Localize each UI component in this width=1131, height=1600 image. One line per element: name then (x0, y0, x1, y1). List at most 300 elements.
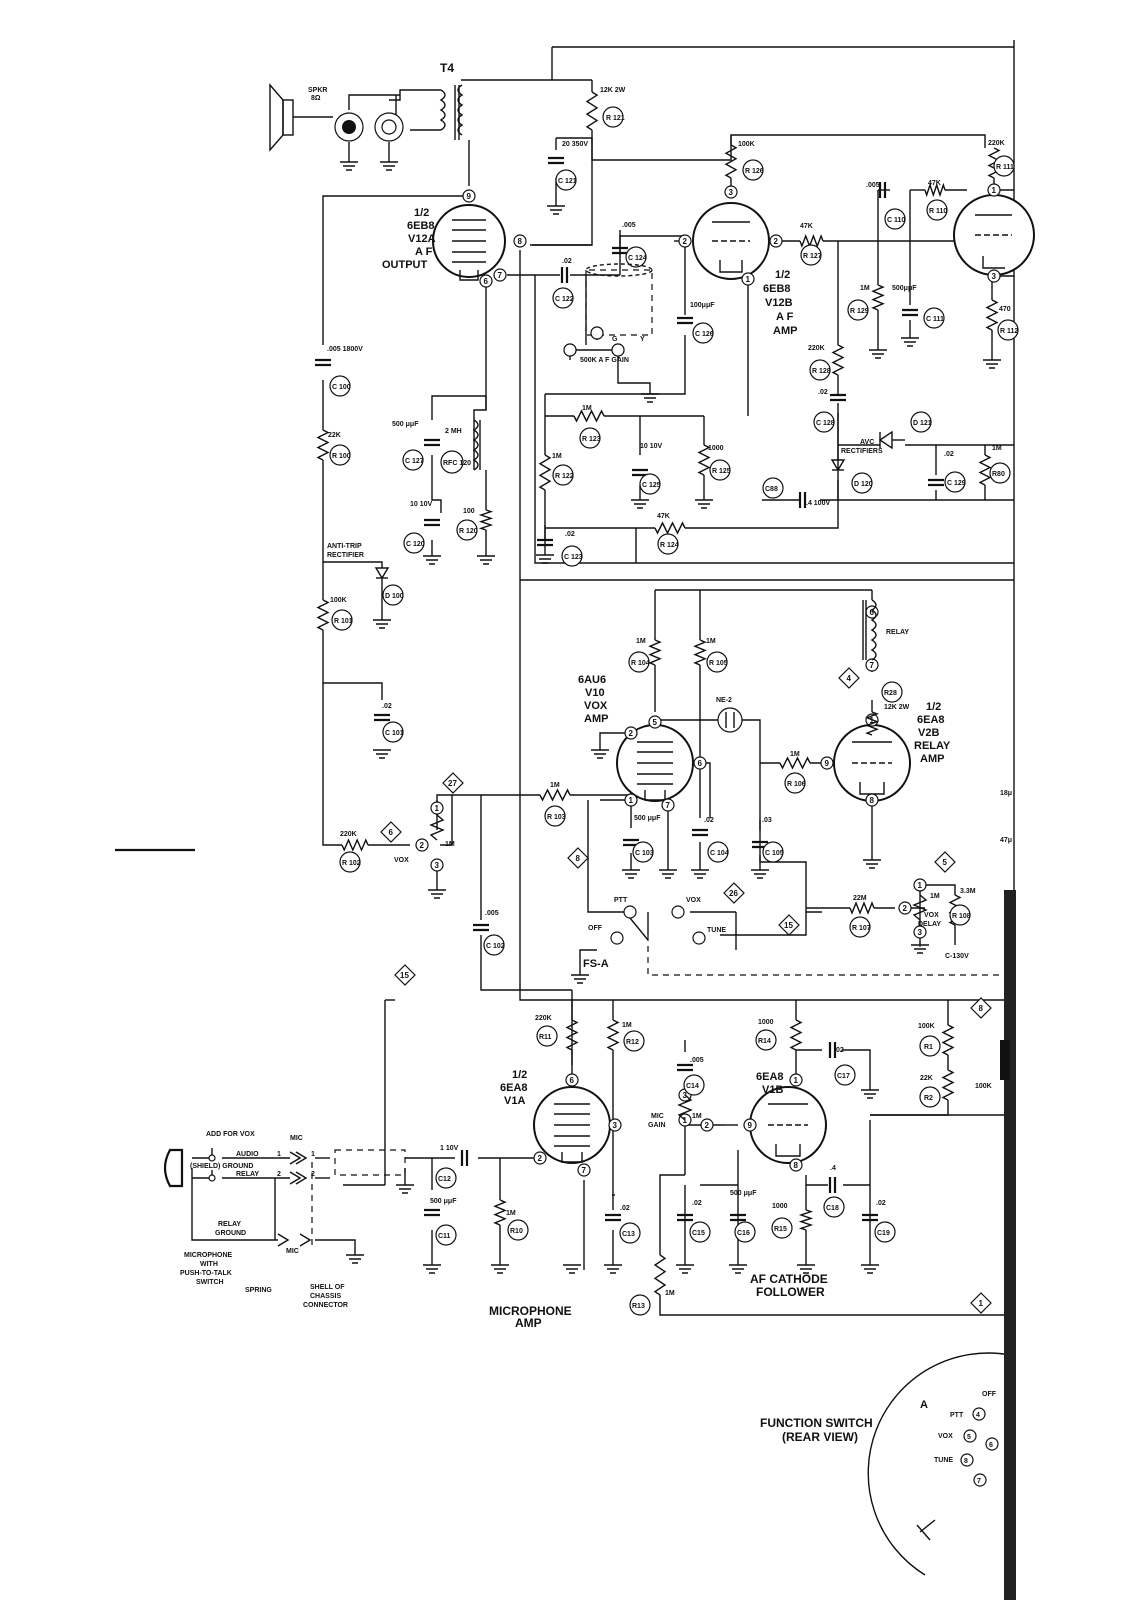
tube-v1a (500, 1069, 610, 1163)
pin-marker (514, 235, 526, 247)
svg-text:R1: R1 (924, 1044, 933, 1051)
c111-value: 500μμF (892, 285, 917, 292)
r124-badge (658, 534, 679, 554)
pin-marker (899, 902, 911, 914)
shell-l1: CHASSIS (310, 1293, 342, 1300)
svg-text:1: 1 (682, 1116, 687, 1125)
pin-marker (742, 273, 754, 285)
pin-marker (463, 190, 475, 202)
ground-icon (571, 975, 589, 983)
anti-trip-l0: ANTI-TRIP (327, 543, 362, 550)
svg-text:1: 1 (628, 796, 633, 805)
v1b-l0: 6EA8 (756, 1071, 784, 1083)
svg-text:R 101: R 101 (334, 618, 353, 625)
svg-text:C19: C19 (877, 1230, 890, 1237)
ground-icon (346, 1255, 364, 1263)
mic-gain-value: 1M (692, 1113, 702, 1120)
ground-icon (423, 1265, 441, 1273)
svg-text:9: 9 (824, 759, 829, 768)
diamond-label: 26 (729, 889, 738, 898)
c13-value: .02 (620, 1205, 630, 1212)
svg-text:R 105: R 105 (709, 660, 728, 667)
capacitor-icon (692, 830, 708, 835)
c121-value: 20 350V (562, 141, 589, 148)
svg-text:1: 1 (869, 716, 874, 725)
svg-text:7: 7 (497, 271, 502, 280)
c19-value: .02 (876, 1200, 886, 1207)
v12b-l1: 6EB8 (763, 283, 791, 295)
r103-badge (545, 806, 566, 826)
svg-text:R 120: R 120 (459, 528, 478, 535)
r1-value: 100K (918, 1023, 935, 1030)
gain-g: G (612, 336, 618, 343)
diamond-label: 27 (448, 779, 457, 788)
pin-marker (662, 799, 674, 811)
capacitor-icon (830, 1177, 835, 1193)
v1a-l0: 1/2 (512, 1069, 528, 1081)
c127-value: 500 μμF (392, 421, 419, 428)
microphone-l0: MICROPHONE (184, 1252, 233, 1259)
svg-text:R 108: R 108 (952, 913, 971, 920)
fs-vox-label: VOX (686, 897, 701, 904)
v1a-l1: 6EA8 (500, 1082, 528, 1094)
r14-badge (756, 1030, 776, 1050)
svg-text:2: 2 (704, 1121, 709, 1130)
c16-value: 500 μμF (730, 1190, 757, 1197)
svg-text:3: 3 (612, 1121, 617, 1130)
svg-text:2: 2 (773, 237, 778, 246)
svg-text:R 122: R 122 (555, 473, 574, 480)
v2b-l2: V2B (918, 727, 940, 739)
c14-badge (684, 1075, 704, 1095)
r121-badge (603, 107, 625, 127)
svg-text:C 129: C 129 (947, 480, 966, 487)
svg-text:6: 6 (869, 608, 874, 617)
r120-badge (457, 520, 478, 540)
resistor-icon (655, 1255, 665, 1295)
fsa-label: FS-A (583, 958, 609, 970)
right-edge-strip (1000, 890, 1016, 1600)
r80-value: 1M (992, 445, 1002, 452)
capacitor-icon (677, 1065, 693, 1070)
c104-badge (708, 842, 729, 862)
resistor-icon (650, 640, 660, 665)
c126-badge (693, 323, 714, 343)
c102-badge (484, 935, 505, 955)
resistor-icon (540, 790, 570, 800)
c101-badge (383, 722, 404, 742)
svg-text:R 100: R 100 (332, 453, 351, 460)
r104-badge (629, 652, 650, 672)
v1b-l1: V1B (762, 1084, 784, 1096)
spring-label: SPRING (245, 1287, 272, 1294)
svg-text:3: 3 (682, 1091, 687, 1100)
r28-badge (882, 682, 902, 702)
svg-text:R 110: R 110 (929, 208, 948, 215)
c123-badge (562, 546, 583, 566)
pin-marker (694, 757, 706, 769)
resistor-icon (980, 455, 990, 485)
svg-text:R 103: R 103 (547, 814, 566, 821)
pin-marker (866, 659, 878, 671)
svg-text:R 112: R 112 (1000, 328, 1019, 335)
svg-text:2: 2 (419, 841, 424, 850)
resistor-icon (791, 1020, 801, 1050)
r108-value: 3.3M (960, 888, 976, 895)
resistor-icon (318, 600, 328, 630)
relay-label: RELAY (886, 629, 910, 636)
svg-text:C 110: C 110 (887, 217, 906, 224)
pin-marker (431, 859, 443, 871)
svg-text:6: 6 (569, 1076, 574, 1085)
ground-symbols (340, 162, 1001, 1273)
svg-text:R 125: R 125 (712, 468, 731, 475)
diamond-label: 4 (846, 674, 851, 683)
r12-badge (624, 1031, 644, 1051)
resistor-icon (342, 840, 368, 850)
capacitor-icon (548, 158, 564, 163)
svg-text:R15: R15 (774, 1226, 787, 1233)
svg-text:C88: C88 (765, 486, 778, 493)
svg-text:R13: R13 (632, 1303, 645, 1310)
resistor-icon (540, 455, 550, 490)
resistor-icon (567, 1020, 577, 1050)
r123-badge (580, 428, 601, 448)
ground-icon (659, 870, 677, 878)
pin-marker (431, 802, 443, 814)
rfc120-badge (441, 451, 471, 473)
resistor-icon (943, 1025, 953, 1055)
svg-text:R 107: R 107 (852, 925, 871, 932)
relay-ground-l1: GROUND (215, 1230, 247, 1237)
v10-l2: VOX (584, 700, 608, 712)
r105-value: 1M (706, 638, 716, 645)
diamond-connector (724, 883, 744, 903)
capacitor-bodies (315, 158, 944, 1220)
ne2-label: NE-2 (716, 697, 732, 704)
d100-badge (383, 585, 404, 605)
diamond-connector (443, 773, 463, 793)
c12-badge (436, 1168, 456, 1188)
mic-gain-l1: GAIN (648, 1122, 666, 1129)
r102-badge (340, 852, 361, 872)
ground-icon (641, 394, 659, 402)
ground-icon (563, 1265, 581, 1273)
c17-value: .02 (834, 1047, 844, 1054)
svg-text:R14: R14 (758, 1038, 771, 1045)
fs-pos-off: OFF (982, 1391, 996, 1398)
transformer-t4 (440, 61, 462, 140)
c120-value: 10 10V (410, 501, 433, 508)
resistor-icon (481, 510, 491, 530)
pin-marker (480, 275, 492, 287)
svg-text:C17: C17 (837, 1073, 850, 1080)
svg-text:7: 7 (869, 661, 874, 670)
pin-marker (534, 1152, 546, 1164)
d121-badge (911, 412, 932, 432)
svg-text:C11: C11 (438, 1233, 451, 1240)
r129-value: 1M (860, 285, 870, 292)
v12a-l3: A F (415, 246, 433, 258)
diamond-label: 15 (400, 971, 409, 980)
relay-wire-label: RELAY (236, 1171, 260, 1178)
fs-pos-tune: TUNE (934, 1457, 954, 1464)
v10-l3: AMP (584, 713, 609, 725)
capacitor-icon (830, 395, 846, 400)
r120-value: 100 (463, 508, 475, 515)
ground-icon (373, 620, 391, 628)
svg-text:C 103: C 103 (635, 850, 654, 857)
right-partial-1: 47μ (1000, 837, 1013, 844)
r129-badge (848, 300, 869, 320)
svg-text:C16: C16 (737, 1230, 750, 1237)
svg-text:R 104: R 104 (631, 660, 650, 667)
fs-pin-5: 5 (967, 1434, 971, 1441)
c129-value: .02 (944, 451, 954, 458)
svg-text:R2: R2 (924, 1095, 933, 1102)
resistor-labels (328, 87, 1018, 1315)
tube-v2b (834, 701, 951, 801)
vox-pot-label: VOX (394, 857, 409, 864)
fs-off-label: OFF (588, 925, 602, 932)
mic-pin-2a: 2 (277, 1171, 281, 1178)
vox-delay-l1: VOX (924, 912, 939, 919)
r101-value: 100K (330, 597, 347, 604)
svg-text:1: 1 (793, 1076, 798, 1085)
svg-text:C 124: C 124 (628, 255, 647, 262)
pin-marker (416, 839, 428, 851)
svg-text:R 123: R 123 (582, 436, 601, 443)
resistor-icon (655, 523, 685, 533)
r102-value: 220K (340, 831, 357, 838)
capacitor-icon (462, 1150, 467, 1166)
ground-icon (631, 500, 649, 508)
pin-marker (914, 879, 926, 891)
ground-icon (396, 1185, 414, 1193)
svg-text:C13: C13 (622, 1231, 635, 1238)
diamond-label: 1 (978, 1299, 983, 1308)
ground-icon (373, 750, 391, 758)
mic-pin-1b: 1 (311, 1151, 315, 1158)
pin-marker (790, 1159, 802, 1171)
pin-marker (566, 1074, 578, 1086)
af-gain-label: 500K A F GAIN (580, 357, 629, 364)
r106-badge (785, 773, 806, 793)
ground-icon (477, 556, 495, 564)
c110-value: .005 (866, 182, 880, 189)
c111-badge (924, 308, 944, 328)
c122-badge (553, 288, 574, 308)
svg-text:C 100: C 100 (332, 384, 351, 391)
function-switch-l1: (REAR VIEW) (782, 1430, 858, 1444)
capacitor-icon (315, 360, 331, 365)
r100-badge (330, 445, 351, 465)
pin-marker (609, 1119, 621, 1131)
v12a-l0: 1/2 (414, 207, 430, 219)
svg-text:C 104: C 104 (710, 850, 729, 857)
pin-marker (679, 235, 691, 247)
r107-value: 22M (853, 895, 867, 902)
capacitor-icon (632, 470, 648, 475)
relay-ground-l0: RELAY (218, 1221, 242, 1228)
r28-value: 12K 2W (884, 704, 910, 711)
fs-pos-vox: VOX (938, 1433, 953, 1440)
c123-value: .02 (565, 531, 575, 538)
c88-value: .4 100V (806, 500, 831, 507)
svg-text:C 101: C 101 (385, 730, 404, 737)
pin-marker (988, 184, 1000, 196)
v12a-l2: V12A (408, 233, 436, 245)
r126-badge (743, 160, 764, 180)
capacitor-icon (677, 318, 693, 323)
right-partial-2: 100K (975, 1083, 992, 1090)
audio-label: AUDIO (236, 1151, 259, 1158)
r127-value: 47K (800, 223, 813, 230)
c11-badge (436, 1225, 456, 1245)
svg-text:R 128: R 128 (812, 368, 831, 375)
ground-icon (869, 350, 887, 358)
c110-badge (885, 209, 905, 229)
resistor-icon (608, 1020, 618, 1050)
svg-text:1: 1 (991, 186, 996, 195)
function-switch-l0: FUNCTION SWITCH (760, 1416, 873, 1430)
ground-icon (536, 555, 554, 563)
ground-icon (340, 162, 358, 170)
mic-label-top: MIC (290, 1135, 303, 1142)
mic-pin-2b: 2 (311, 1171, 315, 1178)
capacitor-icon (800, 492, 805, 508)
gain-y: Y (640, 336, 645, 343)
svg-text:R10: R10 (510, 1228, 523, 1235)
ground-icon (604, 1265, 622, 1273)
fs-pin-8: 8 (964, 1458, 968, 1465)
r106-value: 1M (790, 751, 800, 758)
mic-amp-l1: AMP (515, 1316, 542, 1330)
svg-text:2: 2 (537, 1154, 542, 1163)
r112-badge (998, 320, 1018, 340)
svg-text:R80: R80 (992, 471, 1005, 478)
ground-icon (428, 890, 446, 898)
fs-pin-4: 4 (976, 1412, 980, 1419)
v2b-l4: AMP (920, 753, 945, 765)
svg-text:2: 2 (682, 237, 687, 246)
c125-badge (640, 474, 661, 494)
svg-text:C 122: C 122 (555, 296, 574, 303)
v2b-l1: 6EA8 (917, 714, 945, 726)
tube-v1b (747, 1071, 826, 1163)
capacitor-icon (902, 310, 918, 315)
shield-ground-label: (SHIELD) GROUND (190, 1163, 254, 1170)
r103-value: 1M (550, 782, 560, 789)
r110-value: 47K (928, 180, 941, 187)
c101-value: .02 (382, 703, 392, 710)
c19-badge (875, 1222, 895, 1242)
r127-badge (801, 245, 822, 265)
svg-text:C 111: C 111 (926, 316, 944, 323)
c18-badge (824, 1197, 844, 1217)
r111-badge (994, 156, 1014, 176)
pin-marker (701, 1119, 713, 1131)
c102-value: .005 (485, 910, 499, 917)
c120-badge (404, 533, 425, 553)
ground-icon (983, 360, 1001, 368)
fs-pos-ptt: PTT (950, 1412, 964, 1419)
cathode-l1: FOLLOWER (756, 1285, 825, 1299)
pin-marker (866, 794, 878, 806)
spkr-impedance: 8Ω (311, 95, 321, 102)
diamond-connector (839, 668, 859, 688)
ground-icon (622, 870, 640, 878)
svg-text:C15: C15 (692, 1230, 705, 1237)
resistor-icon (987, 300, 997, 330)
svg-text:C 121: C 121 (558, 178, 577, 185)
r14-value: 1000 (758, 1019, 774, 1026)
ground-icon (695, 500, 713, 508)
ground-icon (547, 206, 565, 214)
fs-ptt-label: PTT (614, 897, 628, 904)
shell-l0: SHELL OF (310, 1284, 345, 1291)
r10-value: 1M (506, 1210, 516, 1217)
r13-badge (630, 1295, 650, 1315)
c130-label: C-130V (945, 953, 969, 960)
svg-text:7: 7 (581, 1166, 586, 1175)
ground-icon (491, 1265, 509, 1273)
microphone-l2: PUSH-TO-TALK (180, 1270, 232, 1277)
svg-text:3: 3 (917, 928, 922, 937)
r122-value: 1M (552, 453, 562, 460)
c12-value: 1 10V (440, 1145, 459, 1152)
svg-text:8: 8 (517, 237, 522, 246)
c105-value: .03 (762, 817, 772, 824)
r125-badge (710, 460, 731, 480)
resistor-icon (726, 145, 736, 178)
add-for-vox-label: ADD FOR VOX (206, 1131, 255, 1138)
c15-badge (690, 1222, 710, 1242)
capacitor-icon (424, 440, 440, 445)
svg-text:2: 2 (902, 904, 907, 913)
v12b-l4: AMP (773, 325, 798, 337)
capacitor-icon (928, 480, 944, 485)
svg-text:7: 7 (665, 801, 670, 810)
vox-pot-value: 1M (445, 841, 455, 848)
r111-value: 220K (988, 140, 1005, 147)
c121-badge (556, 170, 577, 190)
diamond-label: 6 (388, 828, 393, 837)
mic-gain-l0: MIC (651, 1113, 664, 1120)
pin-marker (494, 269, 506, 281)
r2-badge (920, 1087, 940, 1107)
svg-text:D 120: D 120 (854, 481, 873, 488)
r107-badge (850, 917, 871, 937)
r15-value: 1000 (772, 1203, 788, 1210)
fs-tune-label: TUNE (707, 927, 727, 934)
pin-marker (649, 716, 661, 728)
v10-l1: V10 (585, 687, 605, 699)
r108-badge (950, 905, 971, 925)
vox-delay-l2: DELAY (918, 921, 942, 928)
resistor-icon (574, 411, 604, 421)
ground-icon (729, 1265, 747, 1273)
microphone-l3: SWITCH (196, 1279, 224, 1286)
v12a-l1: 6EB8 (407, 220, 435, 232)
svg-text:C 123: C 123 (564, 554, 583, 561)
svg-text:1: 1 (434, 804, 439, 813)
capacitor-icon (424, 520, 440, 525)
r11-badge (537, 1026, 557, 1046)
pin-marker (770, 235, 782, 247)
c16-badge (735, 1222, 755, 1242)
resistor-icon (587, 92, 597, 130)
